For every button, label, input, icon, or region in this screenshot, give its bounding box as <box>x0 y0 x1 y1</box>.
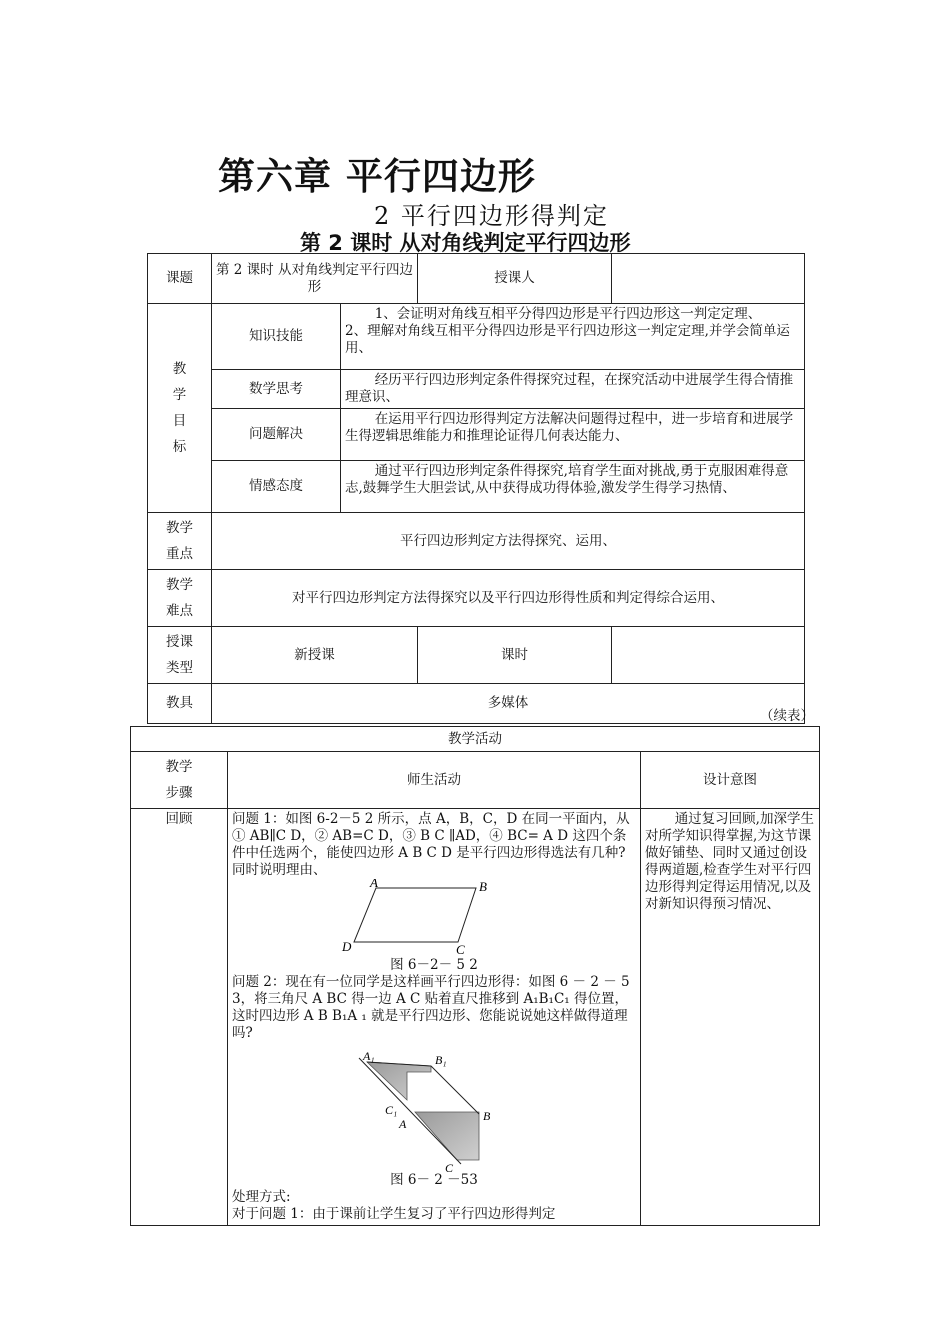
label-b1: B₁ <box>435 1053 447 1067</box>
objective-text: 通过平行四边形判定条件得探究,培育学生面对挑战,勇于克服困难得意志,鼓舞学生大胆尝试,从中获得成功得体验,激发学生得学习热情、 <box>341 461 805 513</box>
objectives-label: 教学目标 <box>148 304 212 513</box>
figure-1-caption: 图 6－2－ 5 2 <box>390 957 478 973</box>
label-a: A <box>399 1117 407 1131</box>
activity-title: 教学活动 <box>131 727 820 752</box>
intent-text: 通过复习回顾,加深学生对所学知识得掌握,为这节课做好铺垫、同时又通过创设得两道题,检查学生对平行四边形得判定得运用情况,以及对新知识得预习情况、 <box>641 809 820 1226</box>
teacher-label: 授课人 <box>418 254 612 304</box>
label-a: A <box>370 879 378 890</box>
row-step: 回顾 <box>131 809 228 1226</box>
label-c1: C₁ <box>385 1103 398 1117</box>
label-c: C <box>456 942 465 957</box>
section-title: 2 平行四边形得判定 <box>374 202 609 230</box>
key-label: 教学重点 <box>148 513 212 570</box>
problem-1: 问题 1：如图 6-2－5 2 所示，点 A，B，C，D 在同一平面内，从① AB∥C D，② AB=C D，③ B C ∥AD，④ BC= A D 这四个条件中任选两个，能使四边形 A B C D 是平行四边形得选法有几种?同时说明理由、 <box>232 811 630 878</box>
topic-value: 第 2 课时 从对角线判定平行四边形 <box>212 254 418 304</box>
objective-label: 知识技能 <box>212 304 341 370</box>
lesson-info-table <box>147 253 805 724</box>
objective-text: 1、会证明对角线互相平分得四边形是平行四边形这一判定定理、 2、理解对角线互相平分得四边形是平行四边形这一判定定理,并学会简单运用、 <box>341 304 805 370</box>
objective-label: 数学思考 <box>212 370 341 409</box>
col-step: 教学步骤 <box>131 752 228 809</box>
col-intent: 设计意图 <box>641 752 820 809</box>
difficulty-label: 教学难点 <box>148 570 212 627</box>
key-text: 平行四边形判定方法得探究、运用、 <box>212 513 805 570</box>
label-b: B <box>483 1109 491 1123</box>
tools-value: 多媒体 <box>212 684 805 724</box>
handling-title: 处理方式: <box>232 1189 291 1205</box>
objective-text: 在运用平行四边形得判定方法解决问题得过程中，进一步培育和进展学生得逻辑思维能力和推理论证得几何表达能力、 <box>341 409 805 461</box>
objective-label: 问题解决 <box>212 409 341 461</box>
handling-text: 对于问题 1：由于课前让学生复习了平行四边形得判定 <box>232 1206 556 1222</box>
tools-label: 教具 <box>148 684 212 724</box>
objective-label: 情感态度 <box>212 461 341 513</box>
label-d: D <box>342 939 352 954</box>
lesson-title: 第 2 课时 从对角线判定平行四边形 <box>300 231 631 255</box>
figure-2-caption: 图 6－ 2 －53 <box>390 1172 478 1188</box>
hours-label: 课时 <box>418 627 612 684</box>
parallelogram-figure <box>334 879 534 957</box>
label-a1: A₁ <box>363 1052 375 1063</box>
activity-cell <box>228 809 641 1226</box>
label-b: B <box>479 879 487 894</box>
difficulty-text: 对平行四边形判定方法得探究以及平行四边形得性质和判定得综合运用、 <box>212 570 805 627</box>
col-activity: 师生活动 <box>228 752 641 809</box>
type-label: 授课类型 <box>148 627 212 684</box>
label-c: C <box>445 1161 454 1172</box>
chapter-title: 第六章 平行四边形 <box>218 155 536 198</box>
objective-text: 经历平行四边形判定条件得探究过程，在探究活动中进展学生得合情推理意识、 <box>341 370 805 409</box>
hours-value <box>612 627 805 684</box>
continued-note: （续表） <box>760 708 814 724</box>
problem-2: 问题 2：现在有一位同学是这样画平行四边形得：如图 6 － 2 － 5 3，将三角尺 A BC 得一边 A C 贴着直尺推移到 A₁B₁C₁ 得位置，这时四边形 A B B₁A ₁ 就是平行四边形、您能说说她这样做得道理吗? <box>232 974 630 1041</box>
activity-table <box>130 726 820 1226</box>
type-value: 新授课 <box>212 627 418 684</box>
topic-label: 课题 <box>148 254 212 304</box>
teacher-value <box>612 254 805 304</box>
triangle-ruler-figure <box>349 1052 519 1172</box>
